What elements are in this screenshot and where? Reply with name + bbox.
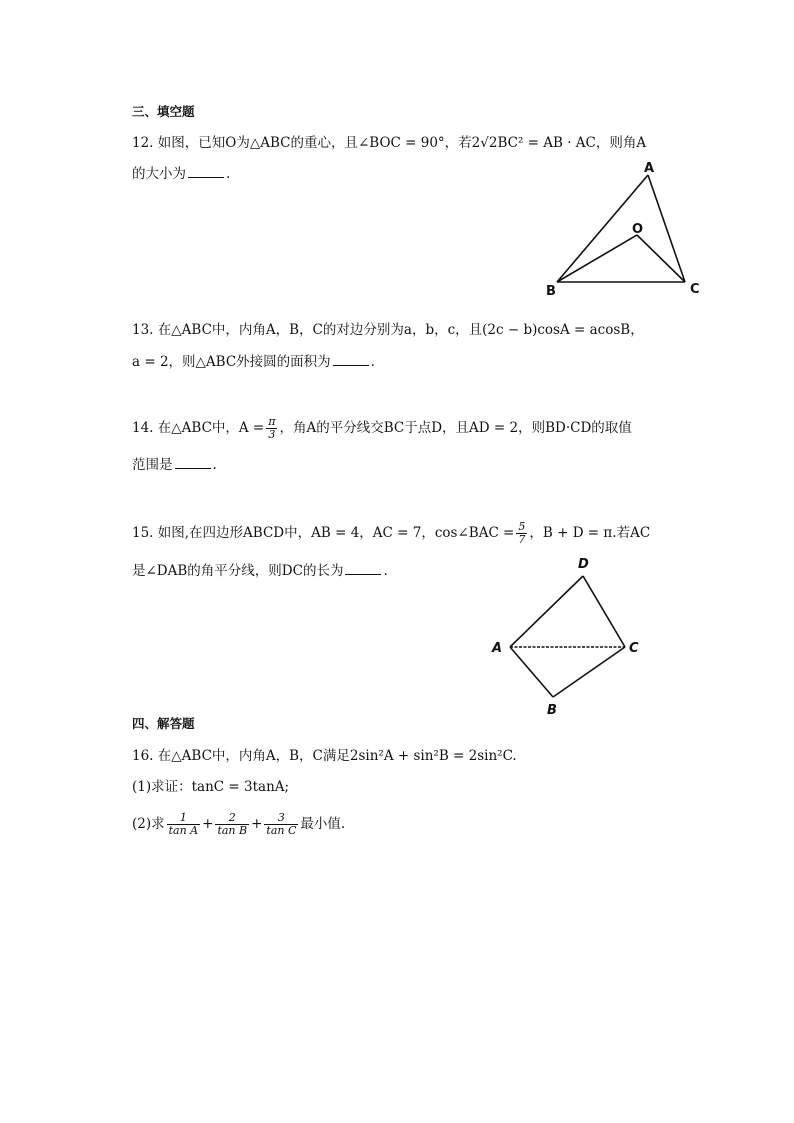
q12-line1: 12. 如图，已知O为△ABC的重心，且∠BOC = 90°，若2√2BC² = AB · AC，则角A xyxy=(132,135,647,151)
q12-label-b: B xyxy=(546,284,556,299)
q16-part2 xyxy=(132,812,345,837)
q16-plus-2: + xyxy=(251,816,263,832)
q12-line2 xyxy=(132,164,230,184)
q14-pre: 14. 在△ABC中，A = xyxy=(132,420,265,436)
q15-line2-text: 是∠DAB的角平分线，则DC的长为 xyxy=(132,563,344,579)
section-title-answer: 四、解答题 xyxy=(132,716,195,731)
q14-answer-blank xyxy=(175,456,211,469)
q12-answer-blank xyxy=(188,165,224,178)
q16-part2-pre: (2)求 xyxy=(132,816,165,832)
q16-plus-1: + xyxy=(202,816,214,832)
q15-side-ad xyxy=(510,576,583,647)
q15-label-d: D xyxy=(578,557,589,572)
q15-fraction xyxy=(516,521,527,546)
q15-frac-num: 5 xyxy=(518,520,526,533)
q15-side-dc xyxy=(583,576,625,647)
q12-label-c: C xyxy=(690,282,700,297)
q16-f1-den: tan A xyxy=(168,824,199,837)
section-title-fill-in: 三、填空题 xyxy=(132,104,195,119)
q16-part2-post: 最小值. xyxy=(300,816,346,832)
q12-segment-oc xyxy=(637,235,685,282)
q15-frac-den: 7 xyxy=(518,533,526,546)
q12-line2-text: 的大小为 xyxy=(132,166,186,182)
q14-line1 xyxy=(132,416,632,441)
q14-frac-num: π xyxy=(268,415,276,428)
q12-triangle-figure xyxy=(540,150,710,300)
q15-answer-blank xyxy=(345,562,381,575)
q15-line1 xyxy=(132,521,650,546)
q15-post: ，B + D = π.若AC xyxy=(529,525,651,541)
q14-post: ，角A的平分线交BC于点D，且AD = 2，则BD·CD的取值 xyxy=(279,420,632,436)
q13-line1: 13. 在△ABC中，内角A，B，C的对边分别为a，b，c，且(2c − b)cosA = acosB， xyxy=(132,322,644,338)
q12-end: . xyxy=(226,166,231,182)
q15-quadrilateral-figure xyxy=(485,550,655,720)
q13-line2 xyxy=(132,352,375,372)
q16-part1: (1)求证：tanC = 3tanA; xyxy=(132,779,290,795)
q12-label-o: O xyxy=(632,222,644,237)
q14-frac-den: 3 xyxy=(268,428,276,441)
q16-f3-den: tan C xyxy=(266,824,297,837)
q13-answer-blank xyxy=(333,353,369,366)
q15-label-c: C xyxy=(629,641,639,656)
q14-fraction xyxy=(266,416,277,441)
q15-label-a: A xyxy=(492,641,503,656)
q14-line2-text: 范围是 xyxy=(132,457,173,473)
q15-label-b: B xyxy=(547,703,557,718)
q16-fraction-2 xyxy=(215,812,249,837)
q13-end: . xyxy=(370,354,375,370)
q16-f2-num: 2 xyxy=(215,812,249,825)
q12-segment-ob xyxy=(557,235,637,282)
q13-line2-text: a = 2，则△ABC外接圆的面积为 xyxy=(132,354,331,370)
q12-side-ac xyxy=(648,175,685,282)
q15-side-ab xyxy=(510,647,553,697)
q15-line2 xyxy=(132,561,388,581)
q16-fraction-1 xyxy=(167,812,201,837)
q14-line2 xyxy=(132,455,217,475)
q16-fraction-3 xyxy=(264,812,298,837)
q15-end: . xyxy=(383,563,388,579)
q14-end: . xyxy=(212,457,217,473)
q15-pre: 15. 如图,在四边形ABCD中，AB = 4，AC = 7，cos∠BAC = xyxy=(132,525,515,541)
q16-line1: 16. 在△ABC中，内角A，B，C满足2sin²A + sin²B = 2sin²C. xyxy=(132,748,517,764)
q16-f2-den: tan B xyxy=(217,824,248,837)
q15-side-bc xyxy=(553,647,625,697)
q16-f1-num: 1 xyxy=(167,812,201,825)
q16-f3-num: 3 xyxy=(264,812,298,825)
q12-label-a: A xyxy=(644,161,655,176)
